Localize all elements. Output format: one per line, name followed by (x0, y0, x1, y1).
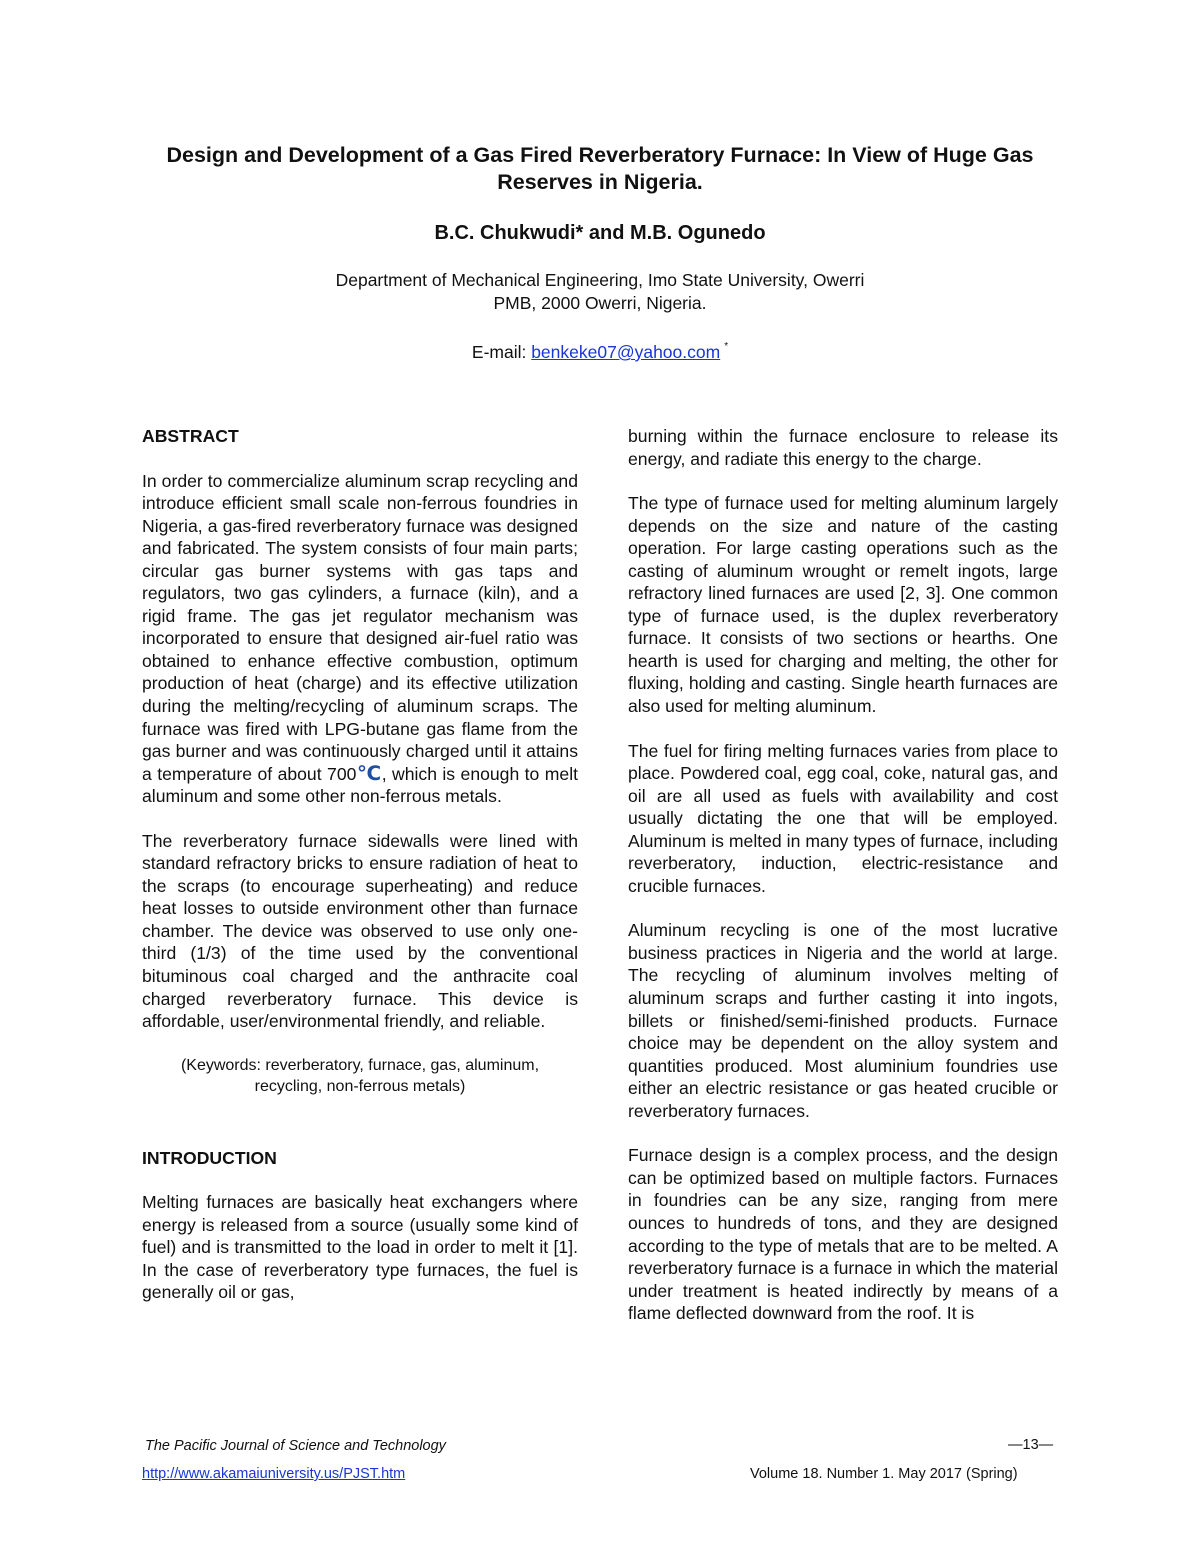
affiliation-line-1: Department of Mechanical Engineering, Imo State University, Owerri (335, 270, 865, 290)
keywords-line-2: recycling, non-ferrous metals) (254, 1077, 466, 1095)
introduction-heading: INTRODUCTION (142, 1147, 277, 1168)
right-paragraph-1: burning within the furnace enclosure to release its energy, and radiate this energy to the charge. (628, 426, 1058, 469)
right-paragraph-5: Furnace design is a complex process, and the design can be optimized based on multiple factors. Furnaces in foundries can be any size, ranging from mere ounces to hundreds of tons, and they are designed according to the type of metals that are to be melted. A reverberatory furnace is a furnace in which the material under treatment is heated indirectly by means of a flame deflected downward from the roof. It is (628, 1145, 1058, 1324)
footer-journal-name: The Pacific Journal of Science and Technology (145, 1438, 446, 1454)
keywords-line-1: (Keywords: reverberatory, furnace, gas, aluminum, (180, 1056, 540, 1074)
email-link[interactable]: benkeke07@yahoo.com (531, 342, 721, 362)
affiliation (0, 269, 1200, 315)
right-paragraph-2: The type of furnace used for melting aluminum largely depends on the size and nature of the casting operation. For large casting operations such as the casting of aluminum wrought or remelt ingots, large refractory lined furnaces are used [2, 3]. One common type of furnace used, is the duplex reverberatory furnace. It consists of two sections or hearths. One hearth is used for charging and melting, the other for fluxing, holding and casting. Single hearth furnaces are also used for melting aluminum. (628, 493, 1058, 717)
abstract-text-before-temp: In order to commercialize aluminum scrap recycling and introduce efficient small scale non-ferrous foundries in Nigeria, a gas-fired reverberatory furnace was designed and fabricated. The system consists of four main parts; circular gas burner systems with gas taps and regulators, two gas cylinders, a furnace (kiln), and a rigid frame. The gas jet regulator mechanism was incorporated to ensure that designed air-fuel ratio was obtained to enhance effective combustion, optimum production of heat (charge) and its effective utilization during the melting/recycling of aluminum scraps. The furnace was fired with LPG-butane gas flame from the gas burner and was continuously charged until it attains a temperature of about 700 (142, 470, 578, 784)
email-line (0, 335, 1200, 364)
affiliation-line-2: PMB, 2000 Owerri, Nigeria. (493, 293, 707, 313)
right-paragraph-4: Aluminum recycling is one of the most lucrative business practices in Nigeria and the world at large. The recycling of aluminum involves melting of aluminum scraps and further casting it into ingots, billets or finished/semi-finished products. Furnace choice may be dependent on the alloy system and quantities produced. Most aluminium foundries use either an electric resistance or gas heated crucible or reverberatory furnaces. (628, 920, 1058, 1121)
footer-url-link[interactable]: http://www.akamaiuniversity.us/PJST.htm (142, 1466, 406, 1482)
keywords (142, 1055, 578, 1097)
left-column (142, 425, 578, 1326)
footer-volume: Volume 18. Number 1. May 2017 (Spring) (750, 1466, 1018, 1482)
abstract-text-after-temp: , which is enough to melt aluminum and some other non-ferrous metals. (142, 763, 578, 807)
degree-celsius-symbol: ℃ (356, 762, 382, 785)
footer-page-number: —13— (1008, 1437, 1054, 1453)
right-paragraph-3: The fuel for firing melting furnaces varies from place to place. Powdered coal, egg coal, coke, natural gas, and oil are all used as fuels with availability and cost usually dictating the one that will be employed. Aluminum is melted in many types of furnace, including reverberatory, induction, electric-resistance and crucible furnaces. (628, 740, 1058, 896)
paper-title: Design and Development of a Gas Fired Reverberatory Furnace: In View of Huge Gas Reserves in Nigeria. (166, 143, 1034, 194)
abstract-heading: ABSTRACT (142, 426, 239, 446)
corresponding-mark: * (724, 341, 729, 352)
email-label: E-mail: (471, 342, 532, 362)
authors: B.C. Chukwudi* and M.B. Ogunedo (434, 222, 766, 244)
abstract-paragraph-1 (142, 470, 578, 808)
right-column (628, 425, 1058, 1347)
abstract-paragraph-2: The reverberatory furnace sidewalls were lined with standard refractory bricks to ensure radiation of heat to the scraps (to encourage superheating) and reduce heat losses to outside environment other than furnace chamber. The device was observed to use only one-third (1/3) of the time used by the conventional bituminous coal charged and the anthracite coal charged reverberatory furnace. This device is affordable, user/environmental friendly, and reliable. (142, 830, 578, 1032)
introduction-paragraph-1: Melting furnaces are basically heat exchangers where energy is released from a source (usually some kind of fuel) and is transmitted to the load in order to melt it [1]. In the case of reverberatory type furnaces, the fuel is generally oil or gas, (142, 1192, 578, 1303)
